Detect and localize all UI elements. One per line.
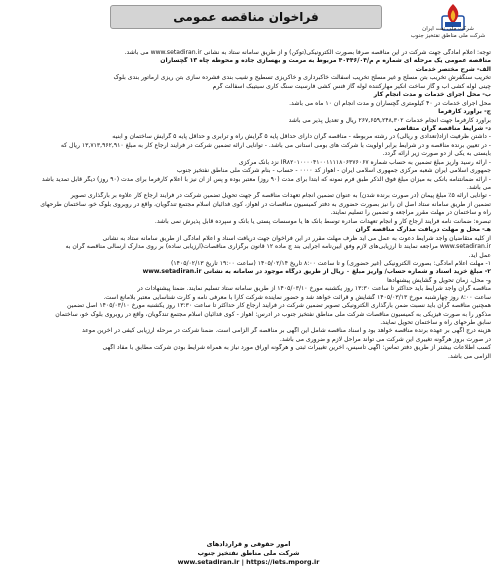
- notice-line: سابق طرحهای راه و ساختمان تحویل نمایند.: [380, 319, 491, 326]
- notice-line: می باشد.: [466, 184, 491, 191]
- notice-title: فراخوان مناقصه عمومی: [110, 5, 382, 29]
- notice-line: ج- برآورد کارفرما: [438, 108, 491, 116]
- notice-line: بایستی به یکی از دو صورت زیر ارائه گردد.: [382, 150, 491, 158]
- notice-line: کسب اطلاعات بیشتر از طریق دفتر تماس: آگهی تاسیس، آخرین تغییرات ثبتی و هرگونه اوراق مورد نیاز به همراه شرایط بودن شرکت مطابق با مفاد آگهی: [102, 344, 491, 352]
- notice-line: تخریب سنگفرش تخریب بتن مسلح و غیر مسلح تخریب آسفالت خاکبرداری و خاکریزی تسطیح و شیب بندی فشرده سازی بتن ریزی آرماتور بندی بلوک: [113, 74, 491, 82]
- notice-line: - داشتن ظرفیت آزاد(تعدادی و ریالی) در رشته مربوطه - مناقصه گران دارای حداقل پایه ۵ گرایش راه و ترابری و حداقل پایه ۵ گرایش ساختمان و ابنیه: [112, 133, 491, 141]
- notice-line: جمهوری اسلامی ایران شعبه مرکزی جمهوری اسلامی ایران - اهواز کد ۰۰۰۰ - حساب - بنام شرکت ملی مناطق نفتخیز جنوب: [176, 167, 491, 175]
- notice-line: ۱- مهلت اعلام آمادگی: بصورت الکترونیکی (غیر حضوری) و تا ساعت ۸:۰۰ تاریخ ۱۴۰۵/۰۲/۱۴ (ساعت ۱۹:۰۰ تاریخ ۱۴۰۵/۰۲/۱۳): [171, 259, 491, 267]
- notice-line: مذکور را به صورت فیزیکی به کمیسیون مناقصات شرکت ملی مناطق نفتخیز جنوب در آدرس: اهواز - کوی فدائیان اسلام مجتمع تندگویان، واقع در روبروی بلوک خو، ساختمان: [55, 310, 491, 318]
- logo-subsidiary-text: شرکت ملی مناطق نفتخیز جنوب: [410, 33, 486, 39]
- notice-body: [6, 49, 491, 539]
- logo-company-text: شرکت ملی نفت ایران: [422, 26, 474, 32]
- notice-line: www.setadiran.ir مراجعه نمایند تا ارزیابی‌های لازم وفق آیین‌نامه اجرایی بند ج ماده ۱۲ قانون برگزاری مناقصات(ارزیابی ساده) بر روی مدارک ارسالی مناقصه گران به: [65, 243, 491, 251]
- notice-line: عمل آید.: [468, 251, 491, 259]
- logo-org-name: [403, 26, 493, 40]
- notice-footer: [0, 540, 497, 576]
- notice-line: از کلیه متقاضیان واجد شرایط دعوت به عمل می آید ظرف مهلت مقرر در این فراخوان جهت دریافت اسناد و اعلام آمادگی از طریق سامانه ستاد به نشانی: [102, 234, 491, 242]
- notice-line: تبصره: ضمانت نامه فرآیند ارجاع کار و انجام تعهدات صادره توسط بانک ها یا موسسات پستی یا بانک و سپرده قابل پذیرش نمی باشد.: [154, 217, 491, 225]
- notice-line: چینی لوله کشی آب و گاز ساخت انکیر مهارکننده لوله گاز فنس کشی فارسیت سنگ کاری سیتیبک آسفالت گرم: [212, 82, 491, 90]
- notice-line: در صورت بروز هرگونه تغییری این شرکت می تواند مراحل لازم و ضروری می باشد.: [279, 335, 491, 343]
- footer-company: شرکت ملی مناطق نفتخیز جنوب: [197, 549, 300, 557]
- notice-line: الزامی می باشد.: [448, 352, 491, 360]
- notice-line: مناقصه عمومی یک مرحله ای شماره م م/۴۰۴۴۶/۰۴ مربوط به مرمت و بهسازی جاده و محوطه چاه ۱۳ گچساران: [160, 57, 491, 65]
- footer-department: امور حقوقی و قراردادهای: [206, 540, 291, 548]
- notice-line: محل اجرای خدمات در ۴۰ کیلومتری گچساران و مدت انجام آن ۱۰ ماه می باشد.: [289, 99, 491, 107]
- notice-line: ساعت ۸:۰۰ روز چهارشنبه مورخ ۱۴۰۵/۰۳/۱۳ گشایش و قرائت خواهد شد و حضور نماینده شرکت کارا با معرفی نامه و کارت شناسایی معتبر بلامانع است.: [103, 293, 491, 301]
- notice-line: ب- محل اجرای خدمات و مدت انجام کار: [373, 91, 491, 99]
- notice-line: هـ- محل و مهلت دریافت مدارک مناقصه گران: [355, 226, 491, 234]
- notice-line: الف- شرح مختصر خدمات: [415, 65, 491, 73]
- notice-line: - ارائه ضمانتنامه بانکی به میزان مبلغ فوق الذکر طبق فرم نمونه که ابتدا برای مدت (۹۰ روز) معتبر بوده و پس از آن نیز با اعلام کارفرما برای مدت (۹۰ روز) دیگر قابل تمدید باشد: [41, 175, 491, 183]
- footer-url[interactable]: www.setadiran.ir | https://iets.mporg.ir: [177, 558, 320, 566]
- notice-line: ۲- مبلغ خرید اسناد و شماره حساب/ واریز مبلغ ۰ ریال از طریق درگاه موجود در سامانه به نشانی www.setadiran.ir: [142, 268, 491, 276]
- notice-line: توجه: اعلام آمادگی جهت شرکت در این مناقصه صرفاً بصورت الکترونیکی(توکن) و از طریق سامانه ستاد به نشانی www.setadiran.ir می باشد.: [124, 49, 491, 56]
- notice-line: - در تعیین برنده مناقصه و در شرایط برابر اولویت با شرکت های بومی استانی می باشد. - توانایی ارائه تضمین شرکت در فرآیند ارجاع کار به مبلغ ۱۳,۷۱۳,۹۶۲,۹۱۰ ریال که: [60, 141, 491, 149]
- notice-line: راه و ساختمان در مهلت مقرر مراجعه و تضمین را تسلیم نمایند.: [330, 209, 491, 217]
- notice-line: برآورد کارفرما جهت انجام خدمات ۲۶۷,۶۵۹,۲۴۸,۳۰۲ ریال و تعدیل پذیر می باشد: [288, 116, 491, 124]
- notice-line: د- شرایط مناقصه گران متقاضی: [394, 124, 491, 132]
- notice-line: مناقصه گران واجد شرایط باید حداکثر تا ساعت ۱۳:۳۰ روز یکشنبه مورخ ۱۴۰۵/۰۳/۱۰ از طریق سامانه ستاد تسلیم نمایند. ضمناً پیشنهادات در: [137, 285, 491, 293]
- notice-line: و- محل، زمان تحویل و گشایش پیشنهادها: [386, 276, 491, 284]
- notice-line: تضمین از طریق سامانه ستاد اصل آن را نیز بصورت حضوری به دفتر کمیسیون مناقصات در اهواز، کوی فدائیان اسلام مجتمع تندگویان، واقع در روبروی بلوک خو، ساختمان طرحهای: [40, 200, 491, 208]
- notice-line: هزینه درج آگهی بر عهده برنده مناقصه خواهد بود و اسناد مناقصه شامل این آگهی بر مناقصه گر الزامی است. ضمناً شرکت در مرحله ارزیابی کیفی در آخرین موعد: [81, 327, 491, 335]
- notice-line: - توانایی ارائه ۵٪ مبلغ پیمان (در صورت برنده شدن) به عنوان تضمین انجام تعهدات مناقصه گر جهت تحویل تضمین شرکت در فرآیند ارجاع کار علاوه بر بارگذاری تصویر: [70, 192, 491, 200]
- notice-line: - ارائه رسید واریز مبلغ تضمین به حساب شماره IR۸۲۰۱۰۰۰۰۴۱۰۰۱۱۱۱۸۰۶۳۷۶۰۶۷ نزد بانک مرکزی: [238, 158, 491, 166]
- notice-header: [0, 0, 497, 44]
- notice-line: همچنین مناقصه گران باید نسبت ضمن بارگذاری الکترونیکی تصویر تضمین شرکت در فرایند ارجاع کار حداکثر تا ساعت ۱۳:۳۰ روز یکشنبه مورخ ۱۴۰۵/۰۳/۱۰ اصل تضمین: [67, 302, 491, 310]
